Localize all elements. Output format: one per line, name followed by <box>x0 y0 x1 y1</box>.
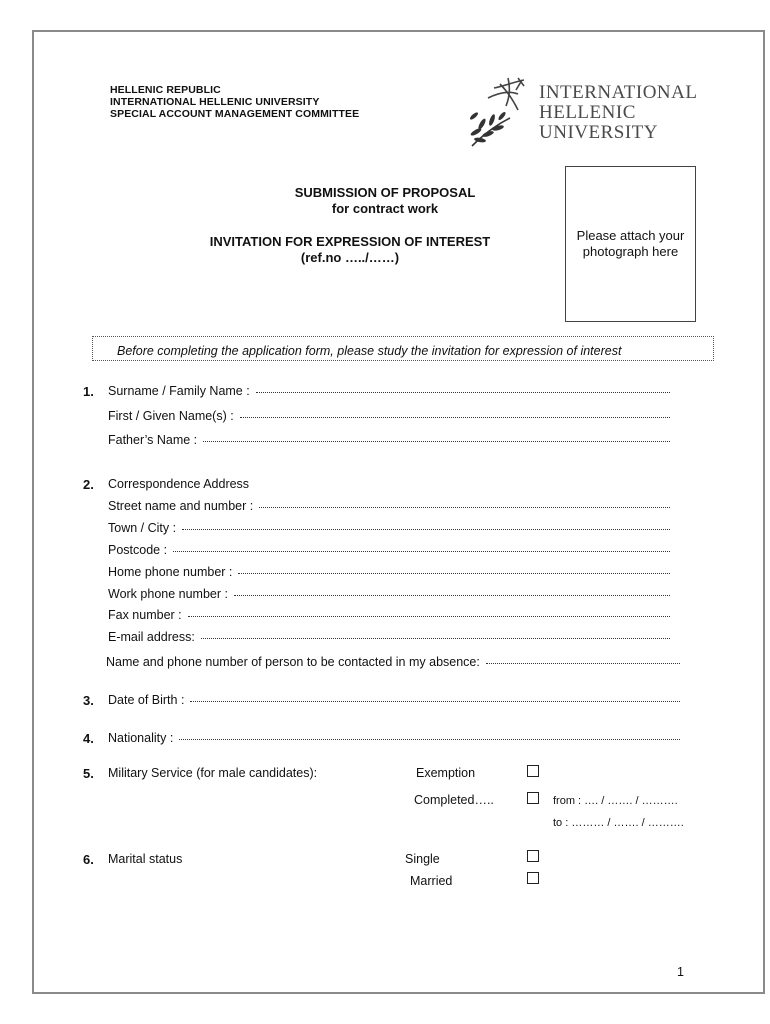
marital-status-label: Marital status <box>108 852 183 866</box>
notice-text: Before completing the application form, please study the invitation for expression of interest <box>117 344 622 358</box>
logo-line-1: INTERNATIONAL <box>539 82 698 103</box>
email-field[interactable] <box>108 630 670 644</box>
exemption-checkbox[interactable] <box>527 765 539 777</box>
single-checkbox[interactable] <box>527 850 539 862</box>
contact-person-field[interactable] <box>106 655 680 669</box>
father-name-field[interactable] <box>108 433 670 447</box>
surname-label: Surname / Family Name : <box>108 384 250 398</box>
postcode-field[interactable] <box>108 543 670 557</box>
title-submission: SUBMISSION OF PROPOSAL <box>294 185 476 200</box>
section-5-number: 5. <box>83 766 94 781</box>
university-logo-icon <box>466 76 530 153</box>
work-phone-field[interactable] <box>108 587 670 601</box>
section-3-number: 3. <box>83 693 94 708</box>
town-input-line[interactable] <box>182 528 670 530</box>
single-label: Single <box>405 852 440 866</box>
street-input-line[interactable] <box>259 506 670 508</box>
surname-input-line[interactable] <box>256 391 670 393</box>
nationality-label: Nationality : <box>108 731 174 745</box>
completed-checkbox[interactable] <box>527 792 539 804</box>
page-number: 1 <box>677 965 684 979</box>
notice-box <box>92 336 714 361</box>
logo-line-3: UNIVERSITY <box>539 122 658 143</box>
postcode-label: Postcode : <box>108 543 168 557</box>
surname-field[interactable] <box>108 384 670 398</box>
married-checkbox[interactable] <box>527 872 539 884</box>
section-4-number: 4. <box>83 731 94 746</box>
exemption-label: Exemption <box>416 766 476 780</box>
fax-field[interactable] <box>108 608 670 622</box>
town-label: Town / City : <box>108 521 177 535</box>
logo-line-2: HELLENIC <box>539 102 636 123</box>
first-name-label: First / Given Name(s) : <box>108 409 234 423</box>
street-field[interactable] <box>108 499 670 513</box>
header-line-2: INTERNATIONAL HELLENIC UNIVERSITY <box>110 96 320 108</box>
married-label: Married <box>410 874 453 888</box>
father-name-label: Father’s Name : <box>108 433 198 447</box>
address-heading: Correspondence Address <box>108 477 250 491</box>
section-1-number: 1. <box>83 384 94 399</box>
header-line-1: HELLENIC REPUBLIC <box>110 84 221 96</box>
postcode-input-line[interactable] <box>173 550 670 552</box>
military-to-date[interactable]: to : ……… / ……. / ………. <box>553 817 684 829</box>
email-input-line[interactable] <box>201 637 670 639</box>
military-from-date[interactable]: from : …. / ……. / ………. <box>553 795 678 807</box>
first-name-field[interactable] <box>108 409 670 423</box>
date-of-birth-label: Date of Birth : <box>108 693 185 707</box>
date-of-birth-input-line[interactable] <box>190 700 680 702</box>
home-phone-field[interactable] <box>108 565 670 579</box>
section-2-number: 2. <box>83 477 94 492</box>
military-service-label: Military Service (for male candidates): <box>108 766 318 780</box>
title-ref-no: (ref.no …../……) <box>300 250 400 265</box>
photograph-box-text: Please attach your photograph here <box>576 228 685 259</box>
home-phone-label: Home phone number : <box>108 565 233 579</box>
first-name-input-line[interactable] <box>240 416 670 418</box>
photograph-box[interactable] <box>565 166 696 322</box>
work-phone-label: Work phone number : <box>108 587 228 601</box>
title-invitation: INVITATION FOR EXPRESSION OF INTEREST <box>209 234 491 249</box>
street-label: Street name and number : <box>108 499 254 513</box>
title-contract-work: for contract work <box>331 201 439 216</box>
father-name-input-line[interactable] <box>203 440 670 442</box>
completed-label: Completed….. <box>414 793 494 807</box>
nationality-field[interactable] <box>108 731 680 745</box>
header-line-3: SPECIAL ACCOUNT MANAGEMENT COMMITTEE <box>110 108 360 120</box>
contact-person-input-line[interactable] <box>486 662 680 664</box>
section-6-number: 6. <box>83 852 94 867</box>
date-of-birth-field[interactable] <box>108 693 680 707</box>
fax-label: Fax number : <box>108 608 182 622</box>
town-field[interactable] <box>108 521 670 535</box>
fax-input-line[interactable] <box>188 615 670 617</box>
home-phone-input-line[interactable] <box>238 572 670 574</box>
email-label: E-mail address: <box>108 630 195 644</box>
work-phone-input-line[interactable] <box>234 594 670 596</box>
contact-person-label: Name and phone number of person to be contacted in my absence: <box>106 655 480 669</box>
nationality-input-line[interactable] <box>179 738 680 740</box>
